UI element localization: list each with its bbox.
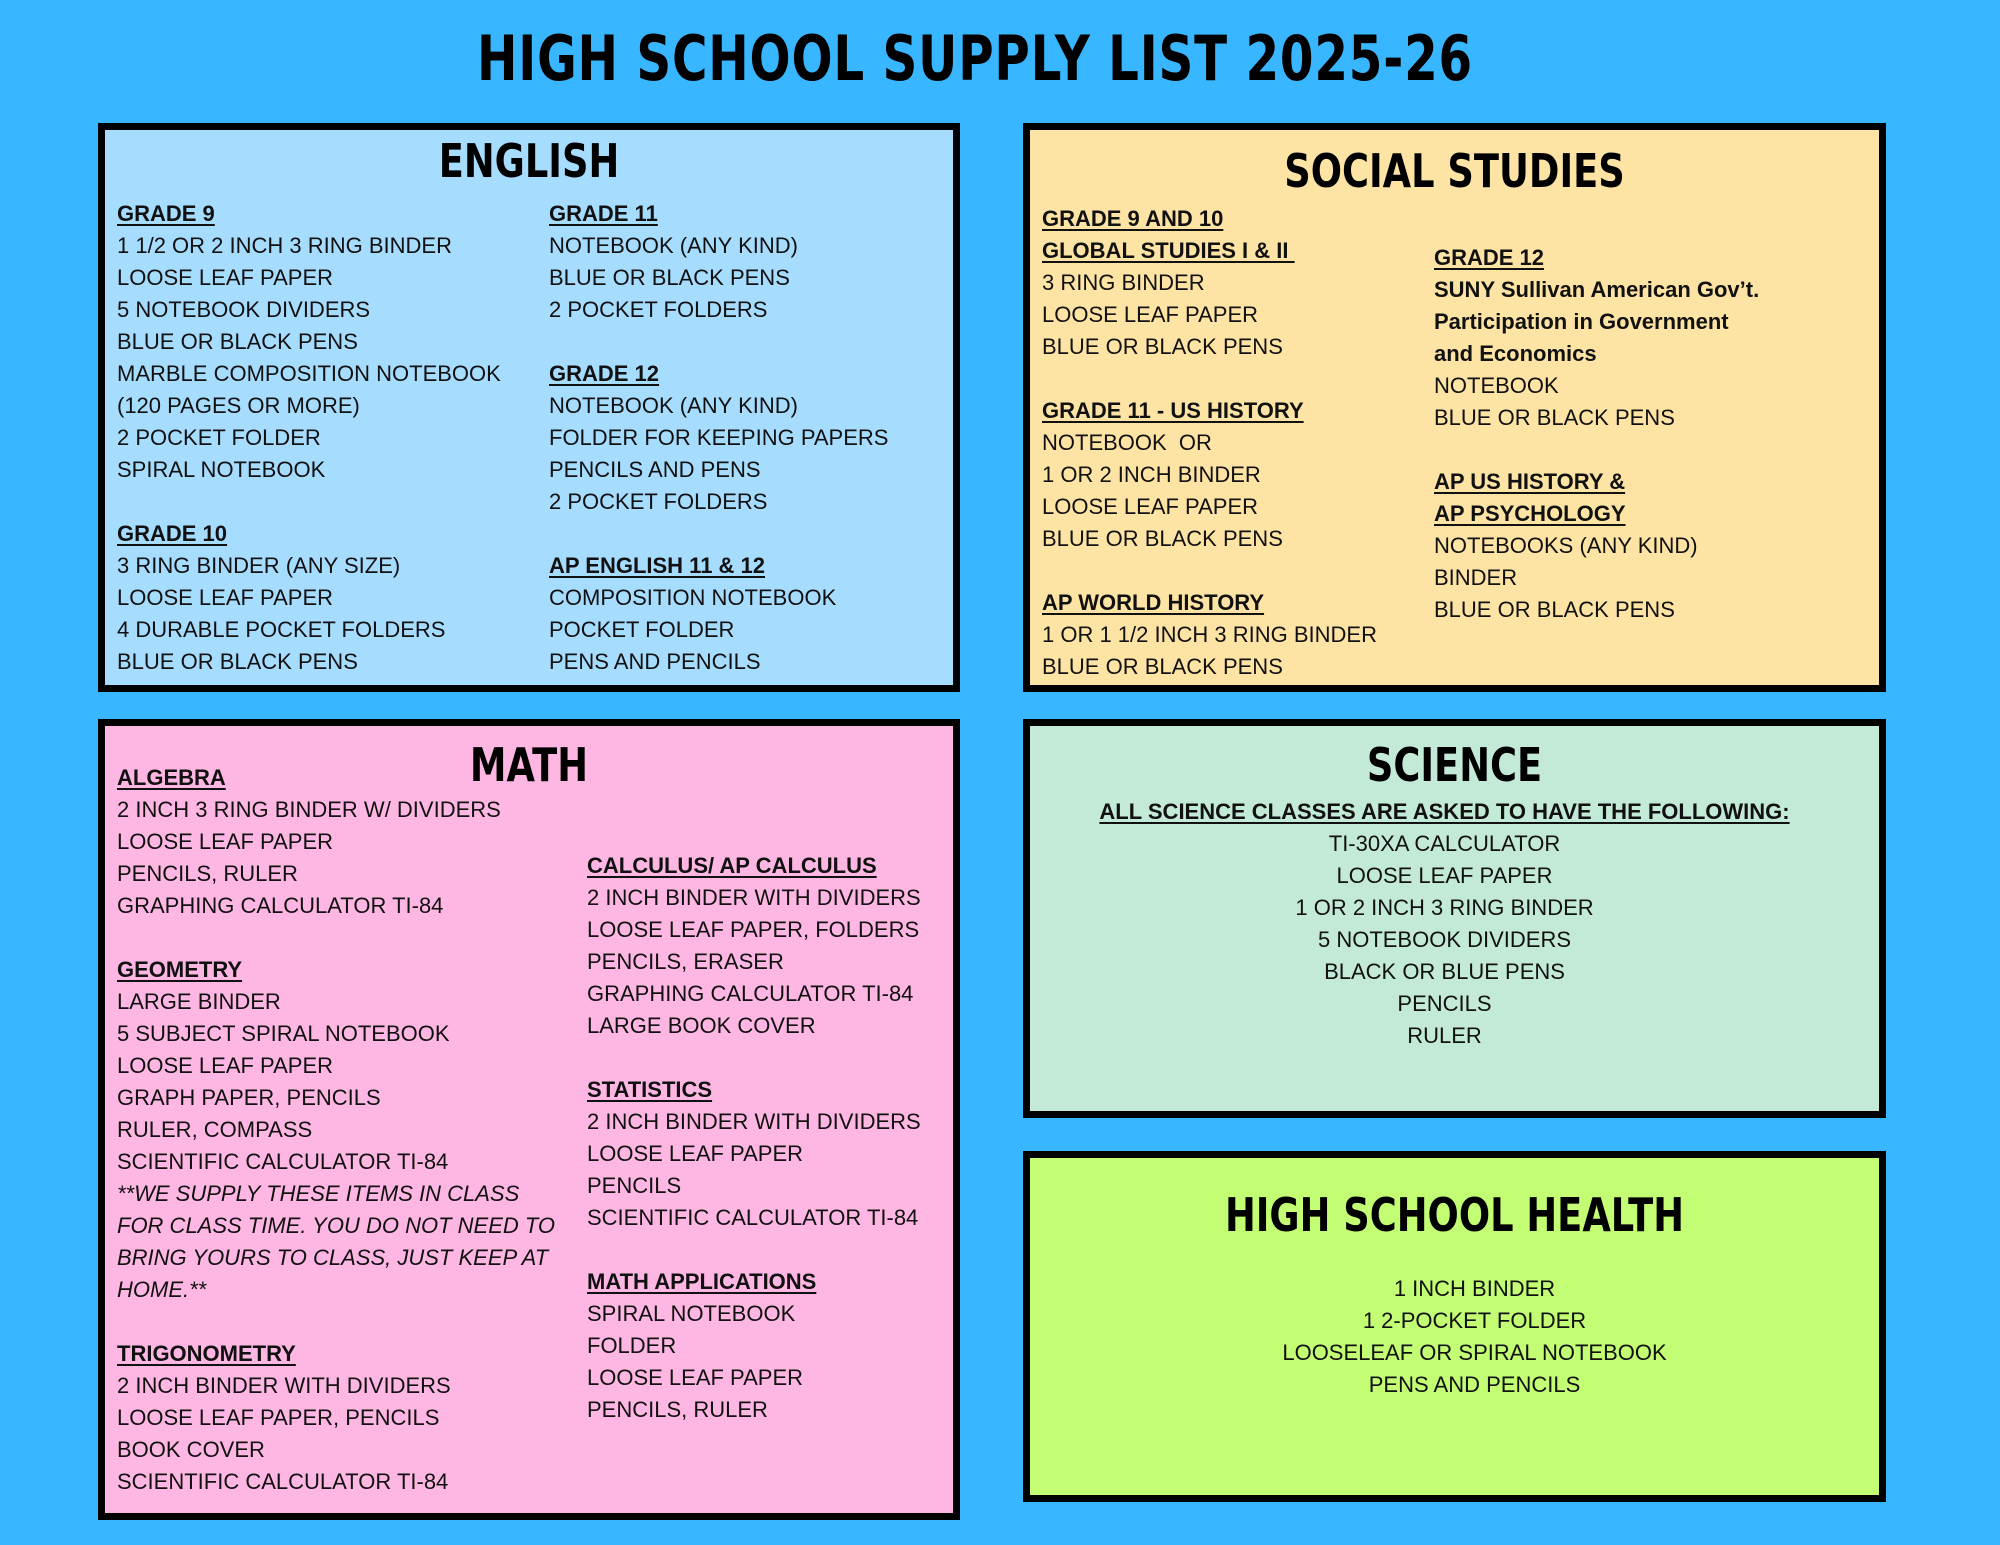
- list-item: PENCILS, ERASER: [587, 949, 784, 974]
- list-item: 2 INCH BINDER WITH DIVIDERS: [117, 1373, 451, 1398]
- english-ap: [549, 550, 888, 678]
- list-item: 4 DURABLE POCKET FOLDERS: [117, 617, 446, 642]
- page-title: HIGH SCHOOL SUPPLY LIST 2025-26: [477, 22, 1473, 95]
- health-box: [1023, 1151, 1886, 1502]
- list-item: PENCILS: [587, 1173, 682, 1198]
- english-grade9: [117, 198, 501, 486]
- list-item: LOOSE LEAF PAPER: [1336, 863, 1553, 888]
- list-item: FOLDER FOR KEEPING PAPERS: [549, 425, 889, 450]
- science-title: SCIENCE: [1366, 738, 1543, 792]
- list-item: LOOSE LEAF PAPER: [587, 1141, 804, 1166]
- list-item: NOTEBOOK OR: [1042, 430, 1212, 455]
- english-grade11-heading: GRADE 11: [549, 201, 658, 226]
- list-item: and Economics: [1434, 341, 1597, 366]
- list-item: GRAPHING CALCULATOR TI-84: [117, 893, 444, 918]
- list-item: 3 RING BINDER: [1042, 270, 1205, 295]
- math-trig-heading: TRIGONOMETRY: [117, 1341, 296, 1366]
- ss-ap-world-heading: AP WORLD HISTORY: [1042, 590, 1265, 615]
- list-item: BLUE OR BLACK PENS: [1042, 334, 1283, 359]
- list-item: SCIENTIFIC CALCULATOR TI-84: [117, 1149, 449, 1174]
- list-item: 3 RING BINDER (ANY SIZE): [117, 553, 401, 578]
- list-item: LOOSELEAF OR SPIRAL NOTEBOOK: [1282, 1340, 1667, 1365]
- ss-us-history-heading: GRADE 11 - US HISTORY: [1042, 398, 1304, 423]
- list-item: LOOSE LEAF PAPER: [117, 585, 334, 610]
- ss-grade12: [1434, 242, 1759, 434]
- math-trig: [117, 1338, 555, 1498]
- list-item: LARGE BINDER: [117, 989, 281, 1014]
- social-studies-title: SOCIAL STUDIES: [1284, 144, 1625, 198]
- list-item: PENCILS AND PENS: [549, 457, 761, 482]
- list-item: SPIRAL NOTEBOOK: [117, 457, 326, 482]
- social-studies-col-left: [1042, 203, 1377, 683]
- list-item: BLUE OR BLACK PENS: [1042, 526, 1283, 551]
- list-item: BLUE OR BLACK PENS: [1042, 654, 1283, 679]
- list-item: 2 POCKET FOLDER: [117, 425, 321, 450]
- ss-ap-world: [1042, 587, 1377, 683]
- english-title: ENGLISH: [438, 134, 620, 188]
- list-item: SCIENTIFIC CALCULATOR TI-84: [117, 1469, 449, 1494]
- list-item: NOTEBOOK (ANY KIND): [549, 233, 798, 258]
- math-statistics: [587, 1074, 921, 1234]
- list-item: BINDER: [1434, 565, 1518, 590]
- list-item: BOOK COVER: [117, 1437, 265, 1462]
- math-col-left: [117, 762, 555, 1498]
- list-item: NOTEBOOKS (ANY KIND): [1434, 533, 1698, 558]
- list-item: SCIENTIFIC CALCULATOR TI-84: [587, 1205, 919, 1230]
- ss-global-heading-1: GRADE 9 AND 10: [1042, 206, 1224, 231]
- math-calculus-heading: CALCULUS/ AP CALCULUS: [587, 853, 877, 878]
- list-item: BLUE OR BLACK PENS: [117, 329, 358, 354]
- math-applications-heading: MATH APPLICATIONS: [587, 1269, 817, 1294]
- list-item: LOOSE LEAF PAPER: [117, 1053, 334, 1078]
- list-item: 5 NOTEBOOK DIVIDERS: [117, 297, 371, 322]
- list-item: NOTEBOOK: [1434, 373, 1559, 398]
- list-item: PENS AND PENCILS: [1368, 1372, 1581, 1397]
- ss-ap-us: [1434, 466, 1759, 626]
- list-item: LOOSE LEAF PAPER, FOLDERS: [587, 917, 920, 942]
- list-item: 5 NOTEBOOK DIVIDERS: [1317, 927, 1572, 952]
- list-item: MARBLE COMPOSITION NOTEBOOK: [117, 361, 501, 386]
- list-item: SPIRAL NOTEBOOK: [587, 1301, 796, 1326]
- english-grade9-heading: GRADE 9: [117, 201, 215, 226]
- english-ap-heading: AP ENGLISH 11 & 12: [549, 553, 766, 578]
- list-item: SUNY Sullivan American Gov’t.: [1434, 277, 1760, 302]
- list-item: LOOSE LEAF PAPER: [1042, 302, 1259, 327]
- list-item: 2 INCH BINDER WITH DIVIDERS: [587, 885, 921, 910]
- list-item: 5 SUBJECT SPIRAL NOTEBOOK: [117, 1021, 450, 1046]
- list-item: 2 INCH 3 RING BINDER W/ DIVIDERS: [117, 797, 501, 822]
- english-col-left: [117, 198, 501, 678]
- math-title: MATH: [469, 738, 589, 792]
- list-item: 1 OR 2 INCH 3 RING BINDER: [1295, 895, 1594, 920]
- math-geometry-note-line: FOR CLASS TIME. YOU DO NOT NEED TO: [117, 1213, 556, 1238]
- ss-us-history: [1042, 395, 1377, 555]
- english-grade11: [549, 198, 888, 326]
- list-item: Participation in Government: [1434, 309, 1729, 334]
- list-item: LOOSE LEAF PAPER: [587, 1365, 804, 1390]
- list-item: PENCILS: [1397, 991, 1492, 1016]
- list-item: 2 INCH BINDER WITH DIVIDERS: [587, 1109, 921, 1134]
- list-item: GRAPH PAPER, PENCILS: [117, 1085, 381, 1110]
- list-item: LOOSE LEAF PAPER: [1042, 494, 1259, 519]
- ss-grade12-heading: GRADE 12: [1434, 245, 1545, 270]
- list-item: 1 2-POCKET FOLDER: [1362, 1308, 1587, 1333]
- list-item: LOOSE LEAF PAPER: [117, 829, 334, 854]
- english-grade12: [549, 358, 888, 518]
- list-item: TI-30XA CALCULATOR: [1328, 831, 1561, 856]
- list-item: LOOSE LEAF PAPER, PENCILS: [117, 1405, 440, 1430]
- math-calculus: [587, 850, 921, 1042]
- list-item: LARGE BOOK COVER: [587, 1013, 816, 1038]
- english-grade10-heading: GRADE 10: [117, 521, 228, 546]
- list-item: LOOSE LEAF PAPER: [117, 265, 334, 290]
- math-geometry-heading: GEOMETRY: [117, 957, 243, 982]
- english-grade10: [117, 518, 501, 678]
- list-item: 1 OR 1 1/2 INCH 3 RING BINDER: [1042, 622, 1377, 647]
- ss-global: [1042, 203, 1377, 363]
- list-item: BLUE OR BLACK PENS: [1434, 405, 1675, 430]
- english-col-right: [549, 198, 888, 678]
- list-item: 1 1/2 OR 2 INCH 3 RING BINDER: [117, 233, 452, 258]
- english-box: [98, 123, 960, 692]
- math-algebra-heading: ALGEBRA: [117, 765, 226, 790]
- list-item: 1 OR 2 INCH BINDER: [1042, 462, 1261, 487]
- list-item: RULER, COMPASS: [117, 1117, 313, 1142]
- science-box: [1023, 719, 1886, 1118]
- math-box: [98, 719, 960, 1520]
- math-col-right: [587, 850, 921, 1426]
- list-item: BLUE OR BLACK PENS: [117, 649, 358, 674]
- list-item: BLUE OR BLACK PENS: [1434, 597, 1675, 622]
- science-list: [1020, 796, 1869, 1052]
- list-item: POCKET FOLDER: [549, 617, 735, 642]
- math-geometry-note-line: BRING YOURS TO CLASS, JUST KEEP AT: [117, 1245, 549, 1270]
- list-item: RULER: [1407, 1023, 1482, 1048]
- list-item: BLUE OR BLACK PENS: [549, 265, 790, 290]
- list-item: COMPOSITION NOTEBOOK: [549, 585, 837, 610]
- math-applications: [587, 1266, 921, 1426]
- list-item: (120 PAGES OR MORE): [117, 393, 360, 418]
- social-studies-col-right: [1434, 242, 1759, 626]
- list-item: PENCILS, RULER: [117, 861, 298, 886]
- ss-global-heading-2: GLOBAL STUDIES I & II: [1042, 238, 1295, 263]
- list-item: 2 POCKET FOLDERS: [549, 297, 768, 322]
- list-item: FOLDER: [587, 1333, 677, 1358]
- list-item: 2 POCKET FOLDERS: [549, 489, 768, 514]
- social-studies-box: [1023, 123, 1886, 692]
- health-title: HIGH SCHOOL HEALTH: [1224, 1188, 1685, 1242]
- math-geometry-note-line: **WE SUPPLY THESE ITEMS IN CLASS: [117, 1181, 520, 1206]
- english-grade12-heading: GRADE 12: [549, 361, 660, 386]
- math-statistics-heading: STATISTICS: [587, 1077, 713, 1102]
- list-item: 1 INCH BINDER: [1393, 1276, 1556, 1301]
- math-geometry: [117, 954, 555, 1306]
- math-algebra: [117, 762, 555, 922]
- list-item: PENS AND PENCILS: [549, 649, 761, 674]
- health-list: [1050, 1273, 1899, 1401]
- list-item: NOTEBOOK (ANY KIND): [549, 393, 798, 418]
- list-item: PENCILS, RULER: [587, 1397, 768, 1422]
- ss-ap-us-heading-1: AP US HISTORY &: [1434, 469, 1626, 494]
- list-item: GRAPHING CALCULATOR TI-84: [587, 981, 914, 1006]
- science-heading: ALL SCIENCE CLASSES ARE ASKED TO HAVE THE FOLLOWING:: [1099, 799, 1790, 824]
- list-item: BLACK OR BLUE PENS: [1324, 959, 1565, 984]
- ss-ap-us-heading-2: AP PSYCHOLOGY: [1434, 501, 1626, 526]
- math-geometry-note-line: HOME.**: [117, 1277, 207, 1302]
